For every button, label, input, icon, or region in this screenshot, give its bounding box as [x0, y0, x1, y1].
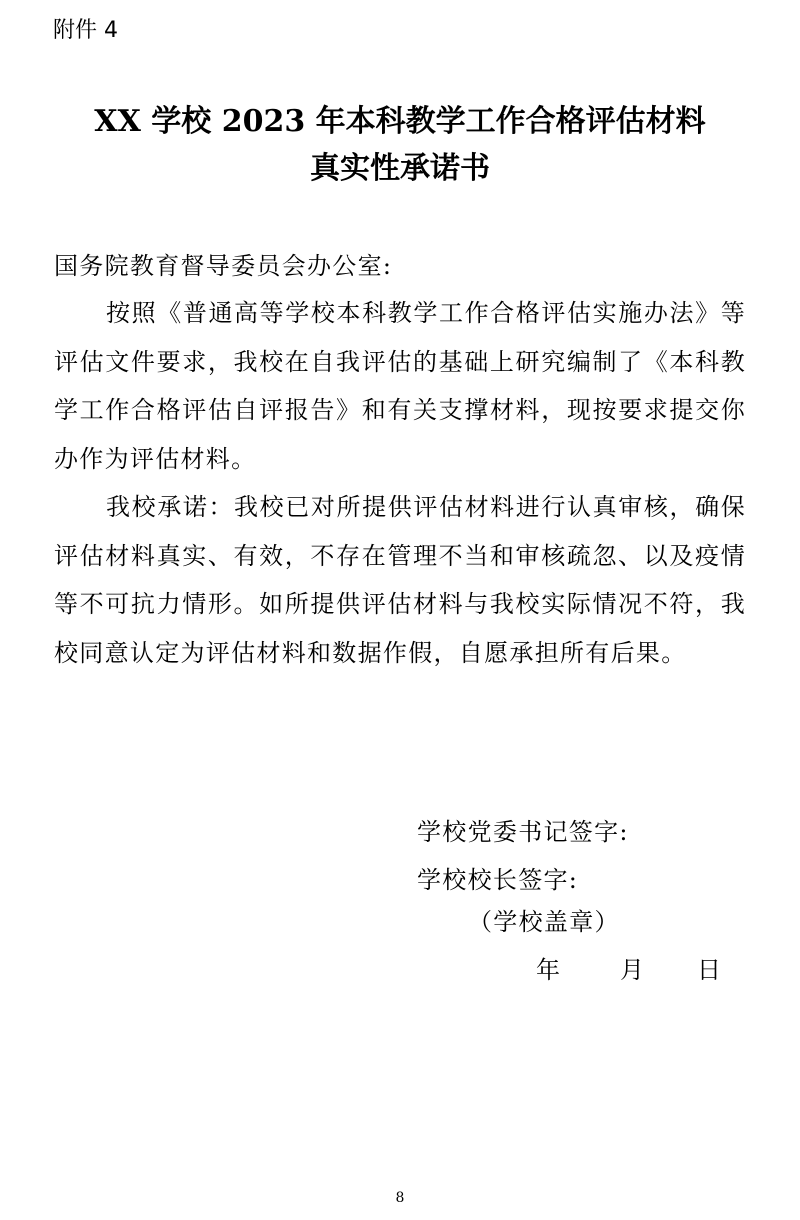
paragraph-text: 按照《普通高等学校本科教学工作合格评估实施办法》等评估文件要求，我校在自我评估的基础上研究编制了《本科教学工作合格评估自评报告》和有关支撑材料，现按要求提交你办作为评估材料。: [54, 299, 746, 473]
body-paragraph-1: [54, 289, 746, 483]
paragraph-text: 我校承诺：我校已对所提供评估材料进行认真审核，确保评估材料真实、有效，不存在管理不当和审核疏忽、以及疫情等不可抗力情形。如所提供评估材料与我校实际情况不符，我校同意认定为评估材料和数据作假，自愿承担所有后果。: [54, 493, 746, 667]
date-year-label: 年: [536, 956, 560, 984]
attachment-label: 附件 4: [53, 18, 118, 43]
date-day-label: 日: [697, 956, 721, 984]
body-paragraph-2: [54, 483, 746, 677]
date-month-label: 月: [620, 956, 644, 984]
party-secretary-signature-line: 学校党委书记签字:: [417, 818, 629, 846]
document-title-line-2: 真实性承诺书: [310, 151, 490, 186]
document-title-line-1: XX 学校 2023 年本科教学工作合格评估材料: [94, 104, 706, 139]
president-signature-line: 学校校长签字:: [417, 866, 579, 894]
salutation: 国务院教育督导委员会办公室:: [54, 252, 393, 280]
page-number: 8: [395, 1190, 405, 1206]
school-seal-label: （学校盖章）: [468, 908, 620, 936]
date-line: [536, 946, 736, 994]
